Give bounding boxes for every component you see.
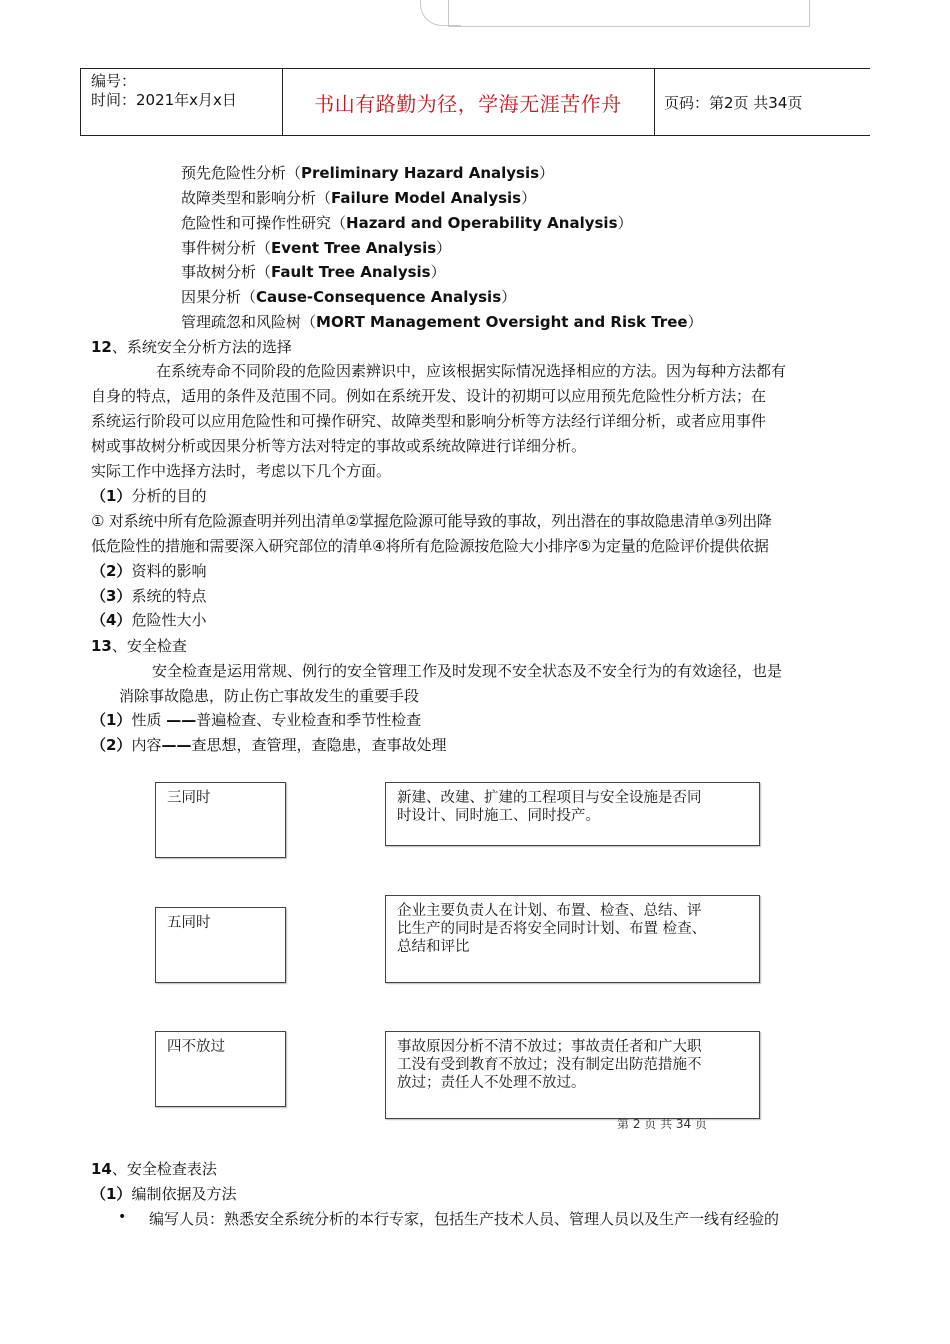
section-14-heading: 14、安全检查表法 xyxy=(91,1160,217,1178)
paragraph-line: 安全检查是运用常规、例行的安全管理工作及时发现不安全状态及不安全行为的有效途径，也是 xyxy=(152,662,783,680)
section-12-heading: 12、系统安全分析方法的选择 xyxy=(91,338,292,356)
time-label: 时间：2021年x月x日 xyxy=(91,91,237,109)
motto-text: 书山有路勤为径，学海无涯苦作舟 xyxy=(314,91,622,116)
list-item: 预先危险性分析（Preliminary Hazard Analysis） xyxy=(181,164,555,182)
paragraph-line: 系统运行阶段可以应用危险性和可操作研究、故障类型和影响分析等方法经行详细分析，或者应用事件 xyxy=(91,412,767,430)
list-item: （1）分析的目的 xyxy=(91,487,207,505)
section-13-heading: 13、安全检查 xyxy=(91,637,187,655)
number-label: 编号： xyxy=(91,72,137,90)
paragraph-line: ① 对系统中所有危险源查明并列出清单②掌握危险源可能导致的事故，列出潜在的事故隐患清单③列出降 xyxy=(91,512,772,530)
list-item: 事故树分析（Fault Tree Analysis） xyxy=(181,263,446,281)
list-item: 危险性和可操作性研究（Hazard and Operability Analysis） xyxy=(181,214,633,232)
list-item: （3）系统的特点 xyxy=(91,587,207,605)
paragraph-line: 实际工作中选择方法时，考虑以下几个方面。 xyxy=(91,462,392,480)
paragraph-line: 消除事故隐患，防止伤亡事故发生的重要手段 xyxy=(119,687,420,705)
list-item: 管理疏忽和风险树（MORT Management Oversight and Risk Tree） xyxy=(181,313,703,331)
list-item: （2）内容——查思想，查管理，查隐患，查事故处理 xyxy=(91,736,447,754)
desc-box-four-not-let-go: 事故原因分析不清不放过；事故责任者和广大职 工没有受到教育不放过；没有制定出防范措施不 放过；责任人不处理不放过。 xyxy=(385,1031,760,1119)
header-motto-cell xyxy=(282,69,655,135)
desc-box-five-simultaneous: 企业主要负责人在计划、布置、检查、总结、评 比生产的同时是否将安全同时计划、布置 检查、 总结和评比 xyxy=(385,895,760,983)
paragraph-line: 在系统寿命不同阶段的危险因素辨识中，应该根据实际情况选择相应的方法。因为每种方法都有 xyxy=(156,362,787,380)
paragraph-line: 编写人员：熟悉安全系统分析的本行专家，包括生产技术人员、管理人员以及生产一线有经验的 xyxy=(149,1210,780,1228)
label-box-five-simultaneous: 五同时 xyxy=(155,907,286,983)
page-info: 页码：第2页 共34页 xyxy=(664,93,803,112)
label-box-three-simultaneous: 三同时 xyxy=(155,782,286,858)
list-item: （2）资料的影响 xyxy=(91,562,207,580)
list-item: 故障类型和影响分析（Failure Model Analysis） xyxy=(181,189,537,207)
list-item: （1）性质 ——普遍检查、专业检查和季节性检查 xyxy=(91,711,422,729)
list-item: 因果分析（Cause-Consequence Analysis） xyxy=(181,288,517,306)
paragraph-line: 树或事故树分析或因果分析等方法对特定的事故或系统故障进行详细分析。 xyxy=(91,437,587,455)
desc-box-three-simultaneous: 新建、改建、扩建的工程项目与安全设施是否同 时设计、同时施工、同时投产。 xyxy=(385,782,760,846)
label-box-four-not-let-go: 四不放过 xyxy=(155,1031,286,1107)
header-meta-cell xyxy=(80,69,283,135)
decorative-frame xyxy=(448,0,810,27)
document-header xyxy=(80,68,870,136)
bullet-icon: • xyxy=(118,1209,127,1225)
list-item: （1）编制依据及方法 xyxy=(91,1185,237,1203)
paragraph-line: 自身的特点，适用的条件及范围不同。例如在系统开发、设计的初期可以应用预先危险性分析方法；在 xyxy=(91,387,767,405)
list-item: （4）危险性大小 xyxy=(91,611,207,629)
paragraph-line: 低危险性的措施和需要深入研究部位的清单④将所有危险源按危险大小排序⑤为定量的危险评价提供依据 xyxy=(91,537,769,555)
list-item: 事件树分析（Event Tree Analysis） xyxy=(181,239,452,257)
page-footer: 第 2 页 共 34 页 xyxy=(617,1117,707,1131)
